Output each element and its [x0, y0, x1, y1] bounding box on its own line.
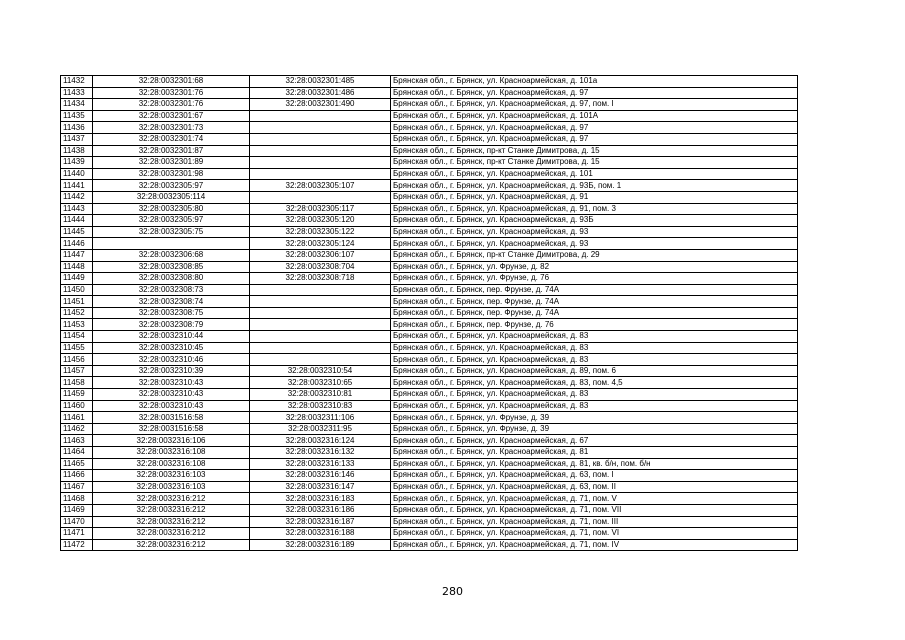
address-cell: Брянская обл., г. Брянск, ул. Красноармейская, д. 83 — [391, 389, 798, 401]
land-cadastral-number-cell: 32:28:0032316:212 — [93, 528, 250, 540]
building-cadastral-number-cell — [250, 168, 391, 180]
table-row — [61, 412, 798, 424]
row-number-cell: 11448 — [61, 261, 93, 273]
building-cadastral-number-cell — [250, 307, 391, 319]
address-cell: Брянская обл., г. Брянск, пер. Фрунзе, д. 74А — [391, 284, 798, 296]
land-cadastral-number-cell: 32:28:0032301:89 — [93, 157, 250, 169]
address-cell: Брянская обл., г. Брянск, пер. Фрунзе, д. 74А — [391, 307, 798, 319]
land-cadastral-number-cell: 32:28:0032310:43 — [93, 389, 250, 401]
table-row — [61, 342, 798, 354]
address-cell: Брянская обл., г. Брянск, ул. Красноармейская, д. 93 — [391, 226, 798, 238]
address-cell: Брянская обл., г. Брянск, ул. Красноармейская, д. 67 — [391, 435, 798, 447]
row-number-cell: 11462 — [61, 423, 93, 435]
land-cadastral-number-cell: 32:28:0032308:79 — [93, 319, 250, 331]
row-number-cell: 11454 — [61, 331, 93, 343]
land-cadastral-number-cell: 32:28:0032310:39 — [93, 365, 250, 377]
land-cadastral-number-cell: 32:28:0032308:75 — [93, 307, 250, 319]
table-row — [61, 99, 798, 111]
table-row — [61, 516, 798, 528]
land-cadastral-number-cell: 32:28:0032316:106 — [93, 435, 250, 447]
land-cadastral-number-cell: 32:28:0031516:58 — [93, 412, 250, 424]
row-number-cell: 11461 — [61, 412, 93, 424]
table-row — [61, 435, 798, 447]
table-row — [61, 238, 798, 250]
table-row — [61, 110, 798, 122]
address-cell: Брянская обл., г. Брянск, ул. Красноармейская, д. 93Б, пом. 1 — [391, 180, 798, 192]
table-row — [61, 226, 798, 238]
address-cell: Брянская обл., г. Брянск, ул. Красноармейская, д. 83 — [391, 331, 798, 343]
building-cadastral-number-cell: 32:28:0032305:122 — [250, 226, 391, 238]
row-number-cell: 11471 — [61, 528, 93, 540]
building-cadastral-number-cell: 32:28:0032316:186 — [250, 504, 391, 516]
building-cadastral-number-cell: 32:28:0032308:718 — [250, 273, 391, 285]
table-row — [61, 377, 798, 389]
address-cell: Брянская обл., г. Брянск, ул. Красноармейская, д. 71, пом. V — [391, 493, 798, 505]
address-cell: Брянская обл., г. Брянск, ул. Красноармейская, д. 101 — [391, 168, 798, 180]
table-row — [61, 319, 798, 331]
table-row — [61, 458, 798, 470]
row-number-cell: 11446 — [61, 238, 93, 250]
row-number-cell: 11447 — [61, 249, 93, 261]
address-cell: Брянская обл., г. Брянск, ул. Красноармейская, д. 93 — [391, 238, 798, 250]
table-row — [61, 423, 798, 435]
row-number-cell: 11469 — [61, 504, 93, 516]
address-cell: Брянская обл., г. Брянск, ул. Красноармейская, д. 83, пом. 4,5 — [391, 377, 798, 389]
building-cadastral-number-cell: 32:28:0032316:146 — [250, 470, 391, 482]
land-cadastral-number-cell: 32:28:0031516:58 — [93, 423, 250, 435]
address-cell: Брянская обл., г. Брянск, ул. Красноармейская, д. 89, пом. 6 — [391, 365, 798, 377]
building-cadastral-number-cell: 32:28:0032301:486 — [250, 87, 391, 99]
row-number-cell: 11434 — [61, 99, 93, 111]
land-cadastral-number-cell: 32:28:0032310:44 — [93, 331, 250, 343]
address-cell: Брянская обл., г. Брянск, ул. Красноармейская, д. 97 — [391, 87, 798, 99]
land-cadastral-number-cell: 32:28:0032316:212 — [93, 493, 250, 505]
row-number-cell: 11439 — [61, 157, 93, 169]
building-cadastral-number-cell — [250, 342, 391, 354]
address-cell: Брянская обл., г. Брянск, ул. Красноармейская, д. 71, пом. IV — [391, 539, 798, 551]
land-cadastral-number-cell: 32:28:0032301:87 — [93, 145, 250, 157]
row-number-cell: 11465 — [61, 458, 93, 470]
address-cell: Брянская обл., г. Брянск, пр-кт Станке Димитрова, д. 15 — [391, 145, 798, 157]
row-number-cell: 11453 — [61, 319, 93, 331]
address-cell: Брянская обл., г. Брянск, пр-кт Станке Димитрова, д. 29 — [391, 249, 798, 261]
building-cadastral-number-cell: 32:28:0032316:124 — [250, 435, 391, 447]
building-cadastral-number-cell: 32:28:0032301:490 — [250, 99, 391, 111]
building-cadastral-number-cell: 32:28:0032305:124 — [250, 238, 391, 250]
row-number-cell: 11442 — [61, 191, 93, 203]
registry-table-body — [61, 76, 798, 551]
address-cell: Брянская обл., г. Брянск, пр-кт Станке Димитрова, д. 15 — [391, 157, 798, 169]
table-row — [61, 447, 798, 459]
land-cadastral-number-cell: 32:28:0032316:212 — [93, 539, 250, 551]
address-cell: Брянская обл., г. Брянск, ул. Красноармейская, д. 63, пом. II — [391, 481, 798, 493]
building-cadastral-number-cell — [250, 145, 391, 157]
registry-table — [60, 75, 798, 551]
building-cadastral-number-cell — [250, 319, 391, 331]
table-row — [61, 365, 798, 377]
building-cadastral-number-cell: 32:28:0032316:147 — [250, 481, 391, 493]
land-cadastral-number-cell: 32:28:0032316:212 — [93, 504, 250, 516]
table-row — [61, 203, 798, 215]
land-cadastral-number-cell: 32:28:0032310:46 — [93, 354, 250, 366]
table-row — [61, 296, 798, 308]
row-number-cell: 11437 — [61, 133, 93, 145]
row-number-cell: 11472 — [61, 539, 93, 551]
table-row — [61, 504, 798, 516]
address-cell: Брянская обл., г. Брянск, ул. Красноармейская, д. 83 — [391, 354, 798, 366]
table-row — [61, 87, 798, 99]
table-row — [61, 354, 798, 366]
page-number: 280 — [442, 585, 463, 598]
building-cadastral-number-cell: 32:28:0032316:183 — [250, 493, 391, 505]
row-number-cell: 11452 — [61, 307, 93, 319]
building-cadastral-number-cell — [250, 296, 391, 308]
table-row — [61, 400, 798, 412]
land-cadastral-number-cell: 32:28:0032316:108 — [93, 458, 250, 470]
table-row — [61, 157, 798, 169]
address-cell: Брянская обл., г. Брянск, ул. Фрунзе, д. 39 — [391, 412, 798, 424]
row-number-cell: 11435 — [61, 110, 93, 122]
table-row — [61, 249, 798, 261]
building-cadastral-number-cell: 32:28:0032311:106 — [250, 412, 391, 424]
building-cadastral-number-cell — [250, 191, 391, 203]
land-cadastral-number-cell: 32:28:0032301:76 — [93, 87, 250, 99]
land-cadastral-number-cell: 32:28:0032308:80 — [93, 273, 250, 285]
row-number-cell: 11457 — [61, 365, 93, 377]
address-cell: Брянская обл., г. Брянск, ул. Красноармейская, д. 81 — [391, 447, 798, 459]
address-cell: Брянская обл., г. Брянск, пер. Фрунзе, д. 76 — [391, 319, 798, 331]
address-cell: Брянская обл., г. Брянск, ул. Красноармейская, д. 71, пом. VII — [391, 504, 798, 516]
address-cell: Брянская обл., г. Брянск, ул. Фрунзе, д. 39 — [391, 423, 798, 435]
land-cadastral-number-cell — [93, 238, 250, 250]
building-cadastral-number-cell — [250, 122, 391, 134]
address-cell: Брянская обл., г. Брянск, ул. Красноармейская, д. 63, пом. I — [391, 470, 798, 482]
address-cell: Брянская обл., г. Брянск, ул. Красноармейская, д. 83 — [391, 400, 798, 412]
land-cadastral-number-cell: 32:28:0032316:108 — [93, 447, 250, 459]
building-cadastral-number-cell: 32:28:0032306:107 — [250, 249, 391, 261]
land-cadastral-number-cell: 32:28:0032301:74 — [93, 133, 250, 145]
table-row — [61, 133, 798, 145]
land-cadastral-number-cell: 32:28:0032316:212 — [93, 516, 250, 528]
address-cell: Брянская обл., г. Брянск, пер. Фрунзе, д. 74А — [391, 296, 798, 308]
land-cadastral-number-cell: 32:28:0032308:73 — [93, 284, 250, 296]
address-cell: Брянская обл., г. Брянск, ул. Красноармейская, д. 93Б — [391, 215, 798, 227]
address-cell: Брянская обл., г. Брянск, ул. Красноармейская, д. 97 — [391, 122, 798, 134]
building-cadastral-number-cell: 32:28:0032310:81 — [250, 389, 391, 401]
land-cadastral-number-cell: 32:28:0032301:98 — [93, 168, 250, 180]
table-row — [61, 168, 798, 180]
row-number-cell: 11464 — [61, 447, 93, 459]
table-row — [61, 273, 798, 285]
building-cadastral-number-cell — [250, 110, 391, 122]
building-cadastral-number-cell — [250, 157, 391, 169]
table-row — [61, 470, 798, 482]
row-number-cell: 11458 — [61, 377, 93, 389]
row-number-cell: 11432 — [61, 76, 93, 88]
building-cadastral-number-cell: 32:28:0032316:188 — [250, 528, 391, 540]
table-row — [61, 389, 798, 401]
land-cadastral-number-cell: 32:28:0032301:76 — [93, 99, 250, 111]
address-cell: Брянская обл., г. Брянск, ул. Фрунзе, д. 82 — [391, 261, 798, 273]
address-cell: Брянская обл., г. Брянск, ул. Красноармейская, д. 97, пом. I — [391, 99, 798, 111]
table-row — [61, 122, 798, 134]
land-cadastral-number-cell: 32:28:0032305:75 — [93, 226, 250, 238]
land-cadastral-number-cell: 32:28:0032310:45 — [93, 342, 250, 354]
land-cadastral-number-cell: 32:28:0032301:67 — [93, 110, 250, 122]
land-cadastral-number-cell: 32:28:0032316:103 — [93, 470, 250, 482]
row-number-cell: 11470 — [61, 516, 93, 528]
address-cell: Брянская обл., г. Брянск, ул. Красноармейская, д. 97 — [391, 133, 798, 145]
address-cell: Брянская обл., г. Брянск, ул. Фрунзе, д. 76 — [391, 273, 798, 285]
building-cadastral-number-cell — [250, 354, 391, 366]
building-cadastral-number-cell: 32:28:0032305:117 — [250, 203, 391, 215]
land-cadastral-number-cell: 32:28:0032308:74 — [93, 296, 250, 308]
address-cell: Брянская обл., г. Брянск, ул. Красноармейская, д. 81, кв. б/н, пом. б/н — [391, 458, 798, 470]
building-cadastral-number-cell: 32:28:0032316:133 — [250, 458, 391, 470]
row-number-cell: 11467 — [61, 481, 93, 493]
building-cadastral-number-cell: 32:28:0032301:485 — [250, 76, 391, 88]
address-cell: Брянская обл., г. Брянск, ул. Красноармейская, д. 71, пом. VI — [391, 528, 798, 540]
table-row — [61, 481, 798, 493]
table-row — [61, 191, 798, 203]
row-number-cell: 11460 — [61, 400, 93, 412]
row-number-cell: 11463 — [61, 435, 93, 447]
land-cadastral-number-cell: 32:28:0032316:103 — [93, 481, 250, 493]
address-cell: Брянская обл., г. Брянск, ул. Красноармейская, д. 83 — [391, 342, 798, 354]
row-number-cell: 11444 — [61, 215, 93, 227]
land-cadastral-number-cell: 32:28:0032310:43 — [93, 400, 250, 412]
building-cadastral-number-cell: 32:28:0032310:65 — [250, 377, 391, 389]
row-number-cell: 11456 — [61, 354, 93, 366]
land-cadastral-number-cell: 32:28:0032301:68 — [93, 76, 250, 88]
row-number-cell: 11433 — [61, 87, 93, 99]
building-cadastral-number-cell: 32:28:0032308:704 — [250, 261, 391, 273]
address-cell: Брянская обл., г. Брянск, ул. Красноармейская, д. 101а — [391, 76, 798, 88]
table-row — [61, 539, 798, 551]
land-cadastral-number-cell: 32:28:0032306:68 — [93, 249, 250, 261]
address-cell: Брянская обл., г. Брянск, ул. Красноармейская, д. 91 — [391, 191, 798, 203]
row-number-cell: 11450 — [61, 284, 93, 296]
land-cadastral-number-cell: 32:28:0032305:97 — [93, 180, 250, 192]
land-cadastral-number-cell: 32:28:0032305:114 — [93, 191, 250, 203]
row-number-cell: 11449 — [61, 273, 93, 285]
land-cadastral-number-cell: 32:28:0032305:80 — [93, 203, 250, 215]
row-number-cell: 11466 — [61, 470, 93, 482]
row-number-cell: 11459 — [61, 389, 93, 401]
row-number-cell: 11455 — [61, 342, 93, 354]
row-number-cell: 11436 — [61, 122, 93, 134]
building-cadastral-number-cell: 32:28:0032316:189 — [250, 539, 391, 551]
building-cadastral-number-cell: 32:28:0032305:107 — [250, 180, 391, 192]
building-cadastral-number-cell: 32:28:0032305:120 — [250, 215, 391, 227]
table-row — [61, 145, 798, 157]
building-cadastral-number-cell — [250, 331, 391, 343]
land-cadastral-number-cell: 32:28:0032310:43 — [93, 377, 250, 389]
table-row — [61, 180, 798, 192]
building-cadastral-number-cell: 32:28:0032310:54 — [250, 365, 391, 377]
table-row — [61, 284, 798, 296]
building-cadastral-number-cell: 32:28:0032316:187 — [250, 516, 391, 528]
table-row — [61, 493, 798, 505]
table-row — [61, 215, 798, 227]
row-number-cell: 11445 — [61, 226, 93, 238]
row-number-cell: 11468 — [61, 493, 93, 505]
row-number-cell: 11441 — [61, 180, 93, 192]
row-number-cell: 11443 — [61, 203, 93, 215]
row-number-cell: 11438 — [61, 145, 93, 157]
table-row — [61, 307, 798, 319]
table-row — [61, 528, 798, 540]
row-number-cell: 11451 — [61, 296, 93, 308]
land-cadastral-number-cell: 32:28:0032305:97 — [93, 215, 250, 227]
table-row — [61, 331, 798, 343]
building-cadastral-number-cell — [250, 133, 391, 145]
building-cadastral-number-cell — [250, 284, 391, 296]
building-cadastral-number-cell: 32:28:0032310:83 — [250, 400, 391, 412]
address-cell: Брянская обл., г. Брянск, ул. Красноармейская, д. 71, пом. III — [391, 516, 798, 528]
building-cadastral-number-cell: 32:28:0032316:132 — [250, 447, 391, 459]
address-cell: Брянская обл., г. Брянск, ул. Красноармейская, д. 91, пом. 3 — [391, 203, 798, 215]
table-row — [61, 261, 798, 273]
table-row — [61, 76, 798, 88]
building-cadastral-number-cell: 32:28:0032311:95 — [250, 423, 391, 435]
land-cadastral-number-cell: 32:28:0032308:85 — [93, 261, 250, 273]
land-cadastral-number-cell: 32:28:0032301:73 — [93, 122, 250, 134]
address-cell: Брянская обл., г. Брянск, ул. Красноармейская, д. 101А — [391, 110, 798, 122]
row-number-cell: 11440 — [61, 168, 93, 180]
